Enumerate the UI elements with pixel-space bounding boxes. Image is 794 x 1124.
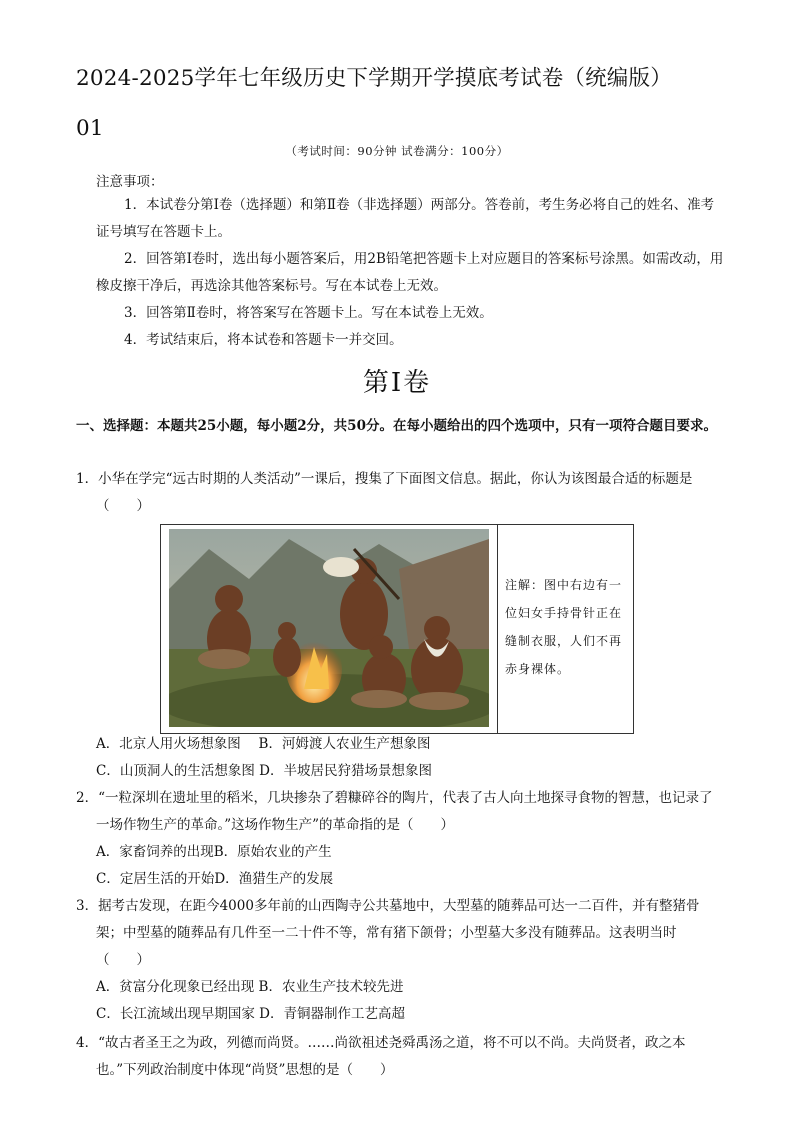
question-2-stem: 2．“一粒深圳在遗址里的稻米，几块掺杂了碧糠碎谷的陶片，代表了古人向土地探寻食物的智慧，也记录了一场作物生产的革命。”这场作物生产”的革命指的是（ ） — [76, 790, 713, 833]
note-item-4: 4．考试结束后，将本试卷和答题卡一并交回。 — [124, 332, 403, 348]
notes-heading: 注意事项： — [96, 174, 164, 190]
exam-title — [76, 54, 756, 154]
figure-divider — [497, 525, 498, 733]
prehistoric-scene-illustration — [169, 529, 489, 727]
question-3-options-row-2: C．长江流域出现早期国家 D．青铜器制作工艺高超 — [96, 1006, 405, 1022]
question-2-options-row-2: C．定居生活的开始D．渔猎生产的发展 — [96, 871, 334, 887]
figure-note: 注解：图中右边有一位妇女手持骨针正在缝制衣服，人们不再赤身裸体。 — [505, 578, 623, 676]
note-item-1: 1．本试卷分第Ⅰ卷（选择题）和第Ⅱ卷（非选择题）两部分。答卷前，考生务必将自己的姓名、准考证号填写在答题卡上。 — [96, 197, 715, 240]
question-1-options-row-1: A．北京人用火场想象图 B．河姆渡人农业生产想象图 — [96, 736, 431, 752]
scene-drawing — [169, 529, 489, 727]
question-3-options-row-1: A．贫富分化现象已经出现 B．农业生产技术较先进 — [96, 979, 404, 995]
instructions-bold: 一、选择题：本题共25小题，每小题2分，共50分。在每小题给出的四个选项中，只有一项符合题目要求。 — [76, 418, 717, 434]
question-3-stem: 3．据考古发现，在距今4000多年前的山西陶寺公共墓地中，大型墓的随葬品可达一二百件，并有整猪骨架；中型墓的随葬品有几件至一二十件不等，常有猪下颌骨；小型墓大多没有随葬品。这表明当时（ ） — [76, 898, 700, 968]
question-1-options-row-2: C．山顶洞人的生活想象图 D．半坡居民狩猎场景想象图 — [96, 763, 432, 779]
question-4-stem: 4．“故古者圣王之为政，列德而尚贤。……尚欲祖述尧舜禹汤之道，将不可以不尚。夫尚贤者，政之本也。”下列政治制度中体现“尚贤”思想的是（ ） — [76, 1035, 686, 1078]
question-1-stem: 1．小华在学完“远古时期的人类活动”一课后，搜集了下面图文信息。据此，你认为该图最合适的标题是（ ） — [76, 471, 693, 514]
question-2-options-row-1: A．家畜饲养的出现B．原始农业的产生 — [96, 844, 332, 860]
title-line-1: 2024-2025学年七年级历史下学期开学摸底考试卷（统编版） — [76, 66, 672, 91]
section-instructions — [76, 413, 722, 439]
note-item-3: 3．回答第Ⅱ卷时，将答案写在答题卡上。写在本试卷上无效。 — [124, 305, 493, 321]
title-line-2: 01 — [76, 116, 104, 141]
note-item-2: 2．回答第Ⅰ卷时，选出每小题答案后，用2B铅笔把答题卡上对应题目的答案标号涂黑。如需改动，用橡皮擦干净后，再选涂其他答案标号。写在本试卷上无效。 — [96, 251, 724, 294]
section-title: 第Ⅰ卷 — [362, 368, 432, 398]
exam-meta: （考试时间：90分钟 试卷满分：100分） — [285, 144, 509, 158]
question-1-figure — [160, 524, 634, 734]
